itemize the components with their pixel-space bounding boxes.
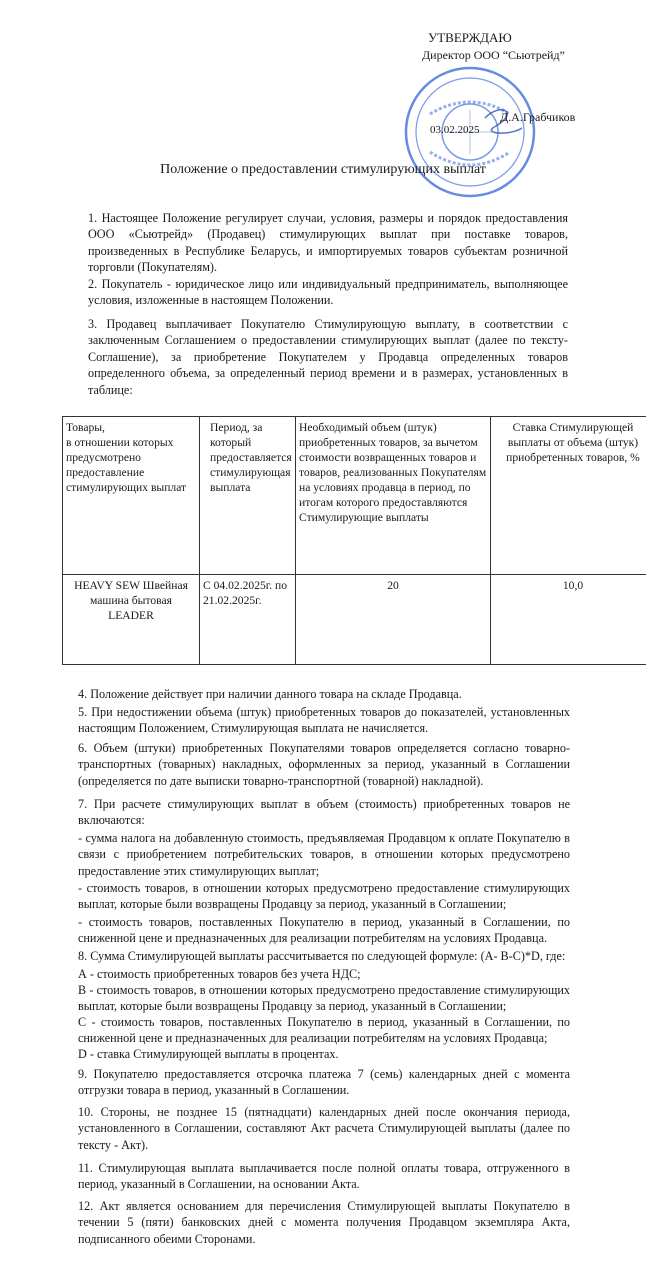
document-title: Положение о предоставлении стимулирующих выплат (160, 162, 486, 177)
paragraph-7-item-1: - сумма налога на добавленную стоимость, предъявляемая Продавцом к оплате Покупателю в связи с приобретением потребительских товаров, в отношении которых предусмотрено предоставление этих стимулирующих выплат; (78, 831, 570, 878)
cell-product: HEAVY SEW Швейная машина бытовая LEADER (63, 575, 200, 665)
paragraph-12: 12. Акт является основанием для перечисления Стимулирующей выплаты Покупателю в течении 5 (пяти) банковских дней с момента получения Продавцом экземпляра Акта, подписанного обеими Сторонами. (78, 1199, 570, 1246)
paragraph-5: 5. При недостижении объема (штук) приобретенных товаров до показателей, установленных настоящим Положением, Стимулирующая выплата не начисляется. (78, 705, 570, 736)
paragraph-6: 6. Объем (штуки) приобретенных Покупателями товаров определяется согласно товарно-транспортных (товарных) накладных, оформленных за период, указанный в Соглашении (определяется по дате выписки товарно-транспортной (товарной) накладной). (78, 741, 570, 788)
paragraph-11: 11. Стимулирующая выплата выплачивается после полной оплаты товара, отгруженного в период, указанный в Соглашении, на основании Акта. (78, 1161, 570, 1192)
paragraph-9: 9. Покупателю предоставляется отсрочка платежа 7 (семь) календарных дней с момента отгрузки товара в период, указанный в Соглашении. (78, 1067, 570, 1098)
cell-rate: 10,0 (491, 575, 646, 665)
formula-b: В - стоимость товаров, в отношении которых предусмотрено предоставление стимулирующих выплат, которые были возвращены Продавцу за период, указанный в Соглашении; (78, 983, 570, 1014)
cell-period: С 04.02.2025г. по 21.02.2025г. (200, 575, 296, 665)
paragraph-7: 7. При расчете стимулирующих выплат в объем (стоимость) приобретенных товаров не включаются: (78, 797, 570, 828)
paragraph-7-item-3: - стоимость товаров, поставленных Покупателю в период, указанный в Соглашении, по сниженной цене и предназначенных для реализации потребителям на условиях Продавца. (78, 915, 570, 946)
paragraph-3: 3. Продавец выплачивает Покупателю Стимулирующую выплату, в соответствии с заключенным Соглашением о предоставлении стимулирующих выплат (далее по тексту- Соглашение), за приобретение Покупателем у Продавца определенных товаров определенного объема, за определенный период времени и в размерах, установленных в таблице: (88, 317, 568, 397)
approval-heading: УТВЕРЖДАЮ (428, 30, 512, 45)
approval-signer: Д.А.Грабчиков (500, 110, 576, 124)
paragraph-8: 8. Сумма Стимулирующей выплаты рассчитывается по следующей формуле: (А- В-С)*D, где: (78, 949, 566, 963)
cell-volume: 20 (296, 575, 491, 665)
header-products: Товары, в отношении которых предусмотрено предоставление стимулирующих выплат (63, 417, 200, 575)
formula-a: А - стоимость приобретенных товаров без учета НДС; (78, 967, 361, 981)
header-volume: Необходимый объем (штук) приобретенных товаров, за вычетом стоимости возвращенных товаров и товаров, реализованных Покупателям на условиях продавца в период, по итогам которого предоставляются Стимулирующие выплаты (296, 417, 491, 575)
formula-d: D - ставка Стимулирующей выплаты в процентах. (78, 1047, 339, 1061)
paragraph-4: 4. Положение действует при наличии данного товара на складе Продавца. (78, 687, 462, 701)
paragraph-7-item-2: - стоимость товаров, в отношении которых предусмотрено предоставление стимулирующих выплат, которые были возвращены Продавцу за период, указанный в Соглашении; (78, 881, 570, 912)
paragraph-2: 2. Покупатель - юридическое лицо или индивидуальный предприниматель, выполняющее условия, изложенные в настоящем Положении. (88, 277, 568, 308)
paragraph-10: 10. Стороны, не позднее 15 (пятнадцати) календарных дней после окончания периода, установленного в Соглашении, составляют Акт расчета Стимулирующей выплаты (далее по тексту - Акт). (78, 1105, 570, 1152)
paragraph-1: 1. Настоящее Положение регулирует случаи, условия, размеры и порядок предоставления ООО «Сьютрейд» (Продавец) стимулирующих выплат при поставке товаров, произведенных в Республике Беларусь, и импортируемых товаров субъектам розничной торговли (Покупателям). (88, 211, 568, 275)
stimulus-table (62, 416, 646, 665)
approval-date: 03.02.2025 (430, 124, 480, 136)
approval-position: Директор ООО “Сьютрейд” (422, 48, 565, 62)
header-rate: Ставка Стимулирующей выплаты от объема (штук) приобретенных товаров, % (491, 417, 646, 575)
header-period: Период, за который предоставляется стимулирующая выплата (200, 417, 296, 575)
formula-c: С - стоимость товаров, поставленных Покупателю в период, указанный в Соглашении, по сниженной цене и предназначенных для реализации потребителям на условиях Продавца; (78, 1015, 570, 1046)
